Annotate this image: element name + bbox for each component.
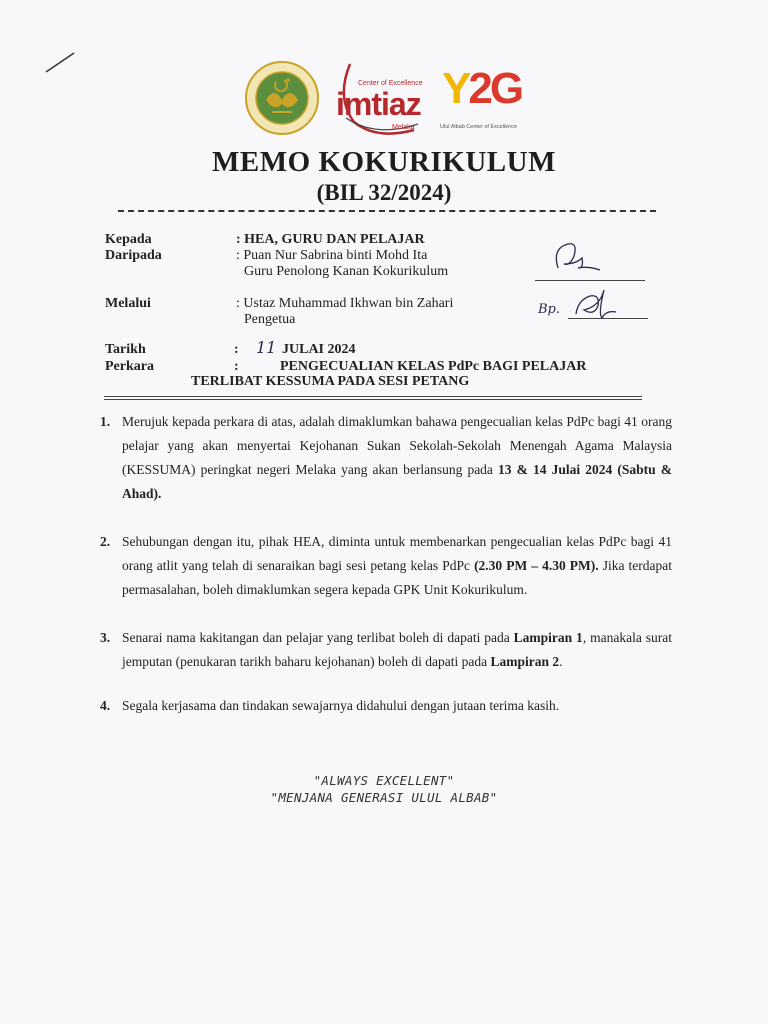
dashed-divider	[118, 210, 656, 212]
y2g-logo: Y2G	[442, 64, 522, 113]
daripada-label: Daripada	[105, 248, 162, 263]
motto-line-2: "MENJANA GENERASI ULUL ALBAB"	[270, 790, 498, 805]
logo-row	[236, 58, 536, 138]
kepada-value: : HEA, GURU DAN PELAJAR	[236, 232, 425, 247]
motto-line-1: "ALWAYS EXCELLENT"	[313, 773, 455, 788]
memo-number: (BIL 32/2024)	[316, 180, 452, 205]
signature-line-melalui	[568, 318, 648, 319]
paragraph-4	[100, 694, 672, 718]
double-rule-divider	[104, 396, 642, 400]
paragraph-text: Segala kerjasama dan tindakan sewajarnya didahului dengan jutaan terima kasih.	[122, 698, 560, 713]
paragraph-3	[100, 626, 672, 674]
paragraph-number: 4.	[100, 698, 111, 713]
paragraph-text: Merujuk kepada perkara di atas, adalah dimaklumkan bahawa pengecualian kelas PdPc bagi 41 orang pelajar yang akan menyertai Kejohanan Sukan Sekolah-Sekolah Menengah Agama Malaysia (KESSUMA) peringkat negeri Melaka yang akan berlansung pada	[122, 414, 672, 477]
signature-daripada	[548, 238, 608, 280]
paragraph-bold-text: Lampiran 1	[513, 630, 583, 645]
paragraph-number: 3.	[100, 630, 111, 645]
imtiaz-tagline: Center of Excellence	[358, 80, 423, 87]
tarikh-colon: :	[234, 342, 239, 357]
melalui-label: Melalui	[105, 296, 151, 311]
signature-prefix: Bp.	[538, 302, 561, 317]
perkara-colon: :	[234, 359, 239, 374]
pen-mark	[44, 50, 78, 76]
signature-line-daripada	[535, 280, 645, 281]
paragraph-text: Jika terdapat permasalahan, boleh dimaklumkan segera kepada GPK Unit Kokurikulum.	[122, 558, 672, 597]
perkara-label: Perkara	[105, 359, 154, 374]
daripada-name: : Puan Nur Sabrina binti Mohd Ita	[236, 248, 428, 263]
imtiaz-name: imtiaz	[336, 86, 421, 122]
maim-seal-logo	[236, 60, 328, 136]
paragraph-number: 1.	[100, 414, 111, 429]
tarikh-value: JULAI 2024	[282, 342, 356, 357]
paragraph-text: Senarai nama kakitangan dan pelajar yang terlibat boleh di dapati pada	[122, 630, 514, 645]
imtiaz-location: Melaka	[392, 124, 415, 131]
paragraph-number: 2.	[100, 534, 111, 549]
melalui-position: Pengetua	[244, 312, 296, 327]
paragraph-2	[100, 530, 672, 602]
tarikh-label: Tarikh	[105, 342, 146, 357]
paragraph-1	[100, 410, 672, 506]
perkara-line2: TERLIBAT KESSUMA PADA SESI PETANG	[191, 374, 470, 389]
paragraph-text: Sehubungan dengan itu, pihak HEA, diminta untuk membenarkan pengecualian kelas PdPc bagi 41 orang atlit yang telah di senaraikan bagi sesi petang kelas PdPc	[122, 534, 672, 573]
paragraph-bold-text: (2.30 PM – 4.30 PM).	[474, 558, 599, 573]
paragraph-text: , manakala surat jemputan (penukaran tarikh baharu kejohanan) boleh di dapati pada	[122, 630, 672, 669]
paragraph-text: .	[559, 654, 563, 669]
y2g-tagline: Ulul Albab Center of Excellence	[440, 124, 518, 130]
perkara-line1: PENGECUALIAN KELAS PdPc BAGI PELAJAR	[280, 359, 587, 374]
daripada-position: Guru Penolong Kanan Kokurikulum	[244, 264, 449, 279]
kepada-label: Kepada	[105, 232, 152, 247]
melalui-name: : Ustaz Muhammad Ikhwan bin Zahari	[236, 296, 454, 311]
paragraph-bold-text: Lampiran 2	[490, 654, 560, 669]
paragraph-bold-text: 13 & 14 Julai 2024 (Sabtu & Ahad).	[122, 462, 672, 501]
memo-title: MEMO KOKURIKULUM	[212, 146, 556, 178]
tarikh-day-handwritten: 11	[256, 338, 277, 357]
